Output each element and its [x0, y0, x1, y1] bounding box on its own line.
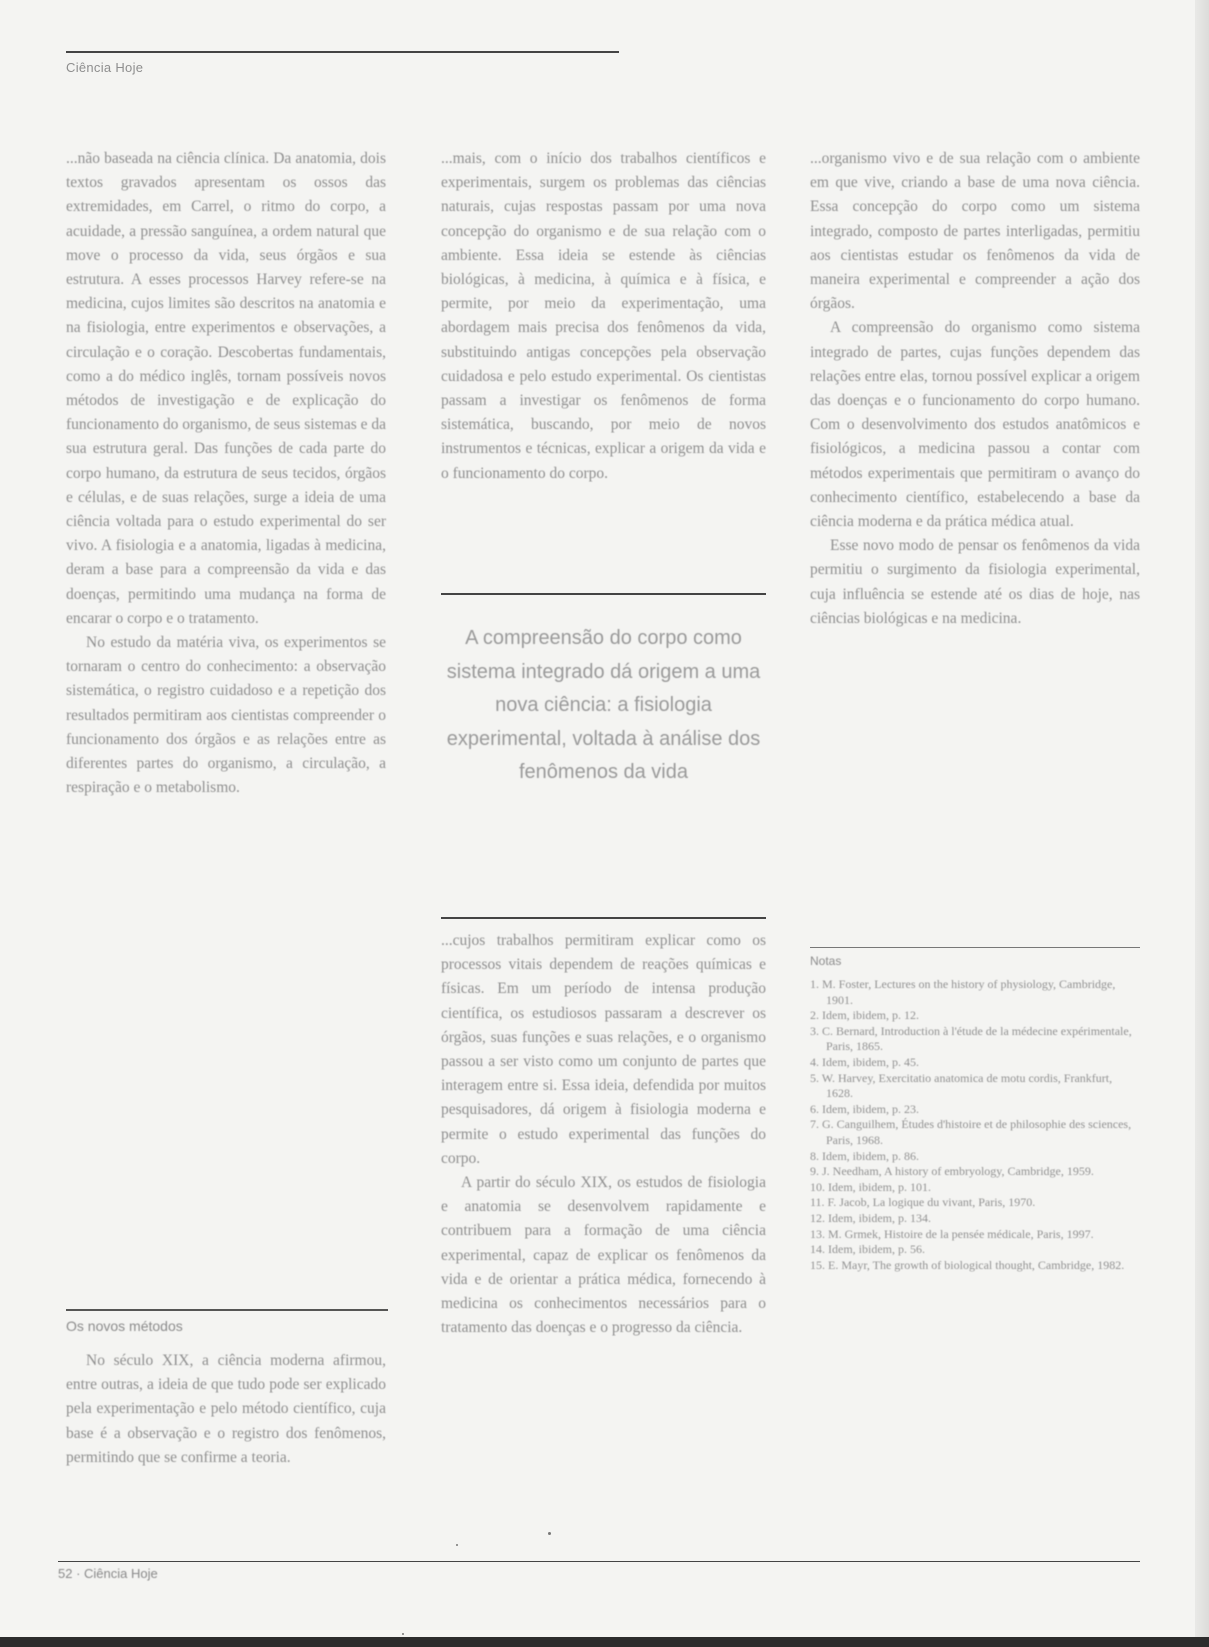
footer-rule: [58, 1561, 1140, 1562]
scan-bottom-edge: [0, 1637, 1209, 1647]
note-item: 15. E. Mayr, The growth of biological thought, Cambridge, 1982.: [810, 1257, 1125, 1272]
scan-speck: [456, 1544, 458, 1546]
paragraph: A partir do século XIX, os estudos de fisiologia e anatomia se desenvolvem rapidamente e contribuem para a formação de uma ciência experimental, capaz de explicar os fenômenos da vida e de orientar a prática médica, fornecendo à medicina os conhecimentos necessários para o tratamento das doenças e o progresso da ciência.: [441, 1174, 766, 1337]
section-body: [66, 1349, 386, 1470]
note-item: 13. M. Grmek, Histoire de la pensée médicale, Paris, 1997.: [810, 1226, 1094, 1241]
section-heading: Os novos métodos: [66, 1318, 183, 1334]
notes-heading: Notas: [810, 954, 842, 968]
note-item: 1. M. Foster, Lectures on the history of physiology, Cambridge, 1901.: [810, 977, 1116, 1007]
note-item: 6. Idem, ibidem, p. 23.: [810, 1101, 919, 1116]
note-item: 9. J. Needham, A history of embryology, Cambridge, 1959.: [810, 1164, 1094, 1179]
paragraph: No século XIX, a ciência moderna afirmou, entre outras, a ideia de que tudo pode ser explicado pela experimentação e pelo método científico, cuja base é a observação e o registro dos fenômenos, permitindo que se confirme a teoria.: [66, 1352, 386, 1466]
pull-quote-rule-top: [441, 593, 766, 595]
footer: 52 · Ciência Hoje: [58, 1566, 158, 1581]
column-3: [810, 147, 1140, 631]
note-item: 8. Idem, ibidem, p. 86.: [810, 1148, 919, 1163]
notes-rule: [810, 947, 1140, 948]
pull-quote-rule-bottom: [441, 917, 766, 919]
scan-speck: [402, 1633, 404, 1635]
paragraph: No estudo da matéria viva, os experimentos se tornaram o centro do conhecimento: a observação sistemática, o registro cuidadoso e a repetição dos resultados permitiram aos cientistas compreender o funcionamento dos órgãos e as relações entre as diferentes partes do organismo, a circulação, a respiração e o metabolismo.: [66, 634, 386, 797]
column-2-continued: [441, 929, 766, 1340]
paragraph: ...mais, com o início dos trabalhos científicos e experimentais, surgem os problemas das ciências naturais, cujas respostas passam por uma nova concepção do organismo e de sua relação com o ambiente. Essa ideia se estende às ciências biológicas, à medicina, à química e à física, e permite, por meio da experimentação, uma abordagem mais precisa dos fenômenos da vida, substituindo antigas concepções pela observação cuidadosa e pelo estudo experimental. Os cientistas passam a investigar os fenômenos de forma sistemática, buscando, por meio de novos instrumentos e técnicas, explicar a origem da vida e o funcionamento do corpo.: [441, 150, 766, 482]
paragraph: A compreensão do organismo como sistema integrado de partes, cujas funções dependem das relações entre elas, tornou possível explicar a origem das doenças e o funcionamento do corpo humano. Com o desenvolvimento dos estudos anatômicos e fisiológicos, a medicina passou a contar com métodos experimentais que permitiram o avanço do conhecimento científico, estabelecendo a base da ciência moderna e da prática médica atual.: [810, 319, 1140, 531]
section-rule: [66, 1309, 388, 1311]
note-item: 3. C. Bernard, Introduction à l'étude de la médecine expérimentale, Paris, 1865.: [810, 1023, 1132, 1054]
paragraph: ...não baseada na ciência clínica. Da anatomia, dois textos gravados apresentam os ossos das extremidades, em Carrel, o ritmo do corpo, a acuidade, a pressão sanguínea, a ordem natural que move o processo da vida, seus órgãos e sua estrutura. A esses processos Harvey refere-se na medicina, cujos limites são descritos na anatomia e na fisiologia, entre experimentos e observações, a circulação e o coração. Descobertas fundamentais, como a do médico inglês, tornam possíveis novos métodos de investigação e de explicação do funcionamento do organismo, de seus sistemas e da sua estrutura geral. Das funções de cada parte do corpo humano, da estrutura de seus tecidos, órgãos e células, e de suas relações, surge a ideia de uma ciência voltada para o estudo experimental do ser vivo. A fisiologia e a anatomia, ligadas à medicina, deram a base para a compreensão da vida e das doenças, permitindo uma mudança na forma de encarar o corpo e o tratamento.: [66, 150, 386, 627]
column-2: [441, 147, 766, 486]
column-1: [66, 147, 386, 800]
pull-quote: A compreensão do corpo como sistema integrado dá origem a uma nova ciência: a fisiologia experimental, voltada à análise dos fenômenos da vida: [446, 627, 761, 783]
note-item: 11. F. Jacob, La logique du vivant, Paris, 1970.: [810, 1195, 1036, 1210]
note-item: 10. Idem, ibidem, p. 101.: [810, 1179, 931, 1194]
note-item: 5. W. Harvey, Exercitatio anatomica de motu cordis, Frankfurt, 1628.: [810, 1070, 1113, 1101]
paragraph: ...organismo vivo e de sua relação com o ambiente em que vive, criando a base de uma nova ciência. Essa concepção do corpo como um sistema integrado, composto de partes interligadas, permitiu aos cientistas estudar os fenômenos da vida de maneira experimental e compreender a ação dos órgãos.: [810, 150, 1140, 313]
note-item: 7. G. Canguilhem, Études d'histoire et de philosophie des sciences, Paris, 1968.: [810, 1117, 1132, 1147]
paragraph: Esse novo modo de pensar os fenômenos da vida permitiu o surgimento da fisiologia experimental, cuja influência se estende até os dias de hoje, nas ciências biológicas e na medicina.: [810, 537, 1140, 627]
notes-list: [810, 977, 1140, 1273]
paragraph: ...cujos trabalhos permitiram explicar como os processos vitais dependem de reações químicas e físicas. Em um período de intensa produção científica, os estudiosos passaram a descrever os órgãos, suas funções e suas relações, e o organismo passou a ser visto como um conjunto de partes que interagem entre si. Essa ideia, defendida por muitos pesquisadores, dá origem à fisiologia moderna e permite o estudo experimental das funções do corpo.: [441, 932, 766, 1167]
note-item: 2. Idem, ibidem, p. 12.: [810, 1008, 919, 1023]
note-item: 4. Idem, ibidem, p. 45.: [810, 1054, 919, 1069]
running-head: Ciência Hoje: [66, 60, 144, 75]
note-item: 12. Idem, ibidem, p. 134.: [810, 1210, 931, 1225]
note-item: 14. Idem, ibidem, p. 56.: [810, 1242, 925, 1257]
scan-speck: [548, 1532, 551, 1535]
header-rule: [66, 51, 619, 53]
page-edge: [1195, 0, 1209, 1647]
